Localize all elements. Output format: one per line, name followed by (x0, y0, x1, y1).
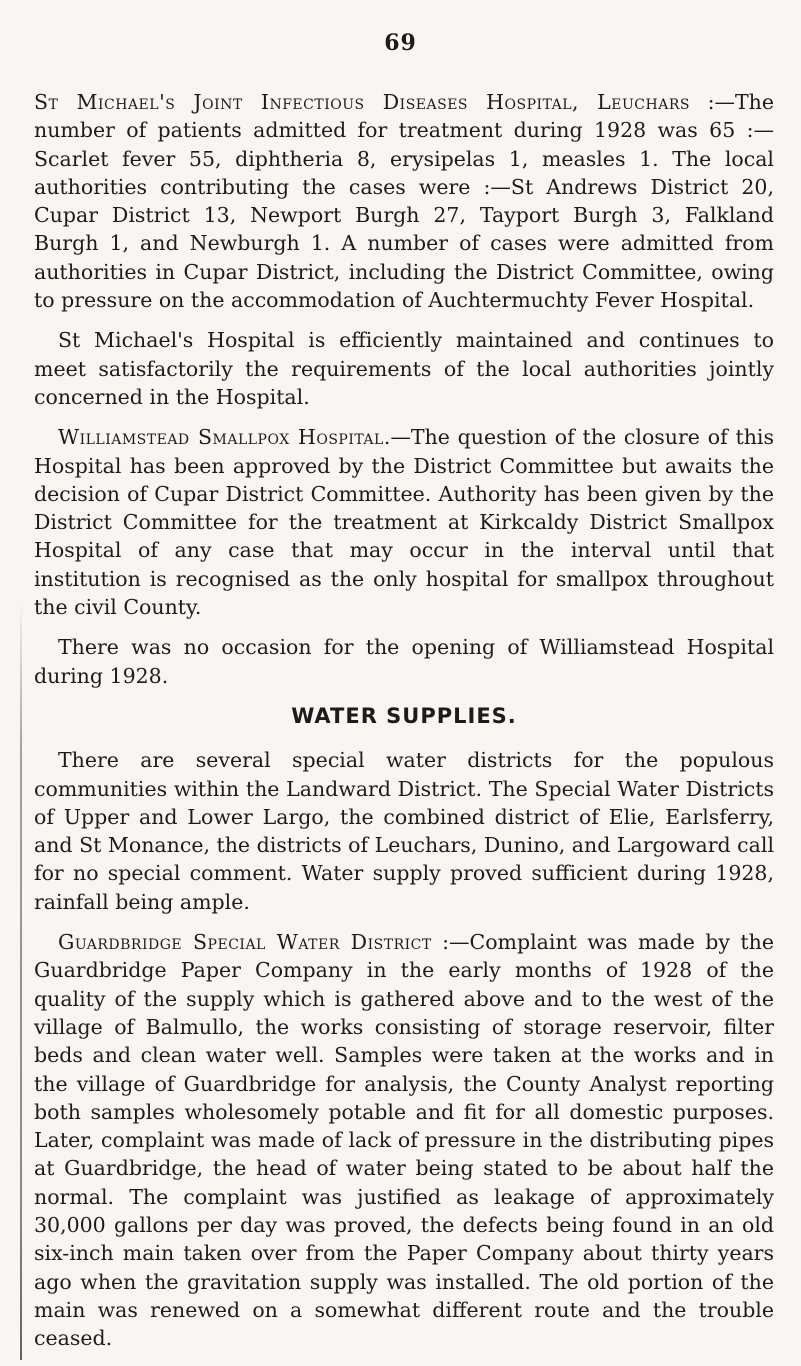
water-supplies-heading: WATER SUPPLIES. (291, 703, 517, 728)
williamstead-text: .—The question of the closure of this Hospital has been approved by the District Committee but awaits the decision of Cupar District Committee. Authority has been given by the District Committee for the treatment at Kirkcaldy District Smallpox Hospital of any case that may occur in the interval until that institution is recognised as the only hospital for smallpox throughout the civil County. (34, 425, 774, 620)
guardbridge-paragraph (34, 928, 774, 1352)
guardbridge-text: :—Complaint was made by the Guardbridge Paper Company in the early months of 1928 of the quality of the supply which is gathered above and to the west of the village of Balmullo, the works consisting of storage reservoir, filter beds and clean water well. Samples were taken at the works and in the village of Guardbridge for analysis, the County Analyst reporting both samples wholesomely potable and fit for all domestic purposes. Later, complaint was made of lack of pressure in the distributing pipes at Guardbridge, the head of water being stated to be about half the normal. The complaint was justified as leakage of approximately 30,000 gallons per day was proved, the defects being found in an old six-inch main taken over from the Paper Company about thirty years ago when the gravitation supply was installed. The old portion of the main was renewed on a somewhat different route and the trouble ceased. (34, 930, 774, 1351)
st-michaels-title: St Michael's Joint Infectious Diseases Hospital, Leuchars (34, 90, 690, 114)
williamstead-paragraph (34, 423, 774, 621)
st-michaels-paragraph-2: St Michael's Hospital is efficiently maintained and continues to meet satisfactorily the requirements of the local authorities jointly concerned in the Hospital. (34, 328, 774, 409)
williamstead-title: Williamstead Smallpox Hospital (58, 425, 384, 450)
page-number: 69 (384, 30, 417, 56)
st-michaels-text: :—The number of patients admitted for treatment during 1928 was 65 :—Scarlet fever 55, diphtheria 8, erysipelas 1, measles 1. The local authorities contributing the cases were :—St Andrews District 20, Cupar District 13, Newport Burgh 27, Tayport Burgh 3, Falkland Burgh 1, and Newburgh 1. A number of cases were admitted from authorities in Cupar District, including the District Committee, owing to pressure on the accommodation of Auchtermuchty Fever Hospital. (34, 90, 774, 313)
water-supplies-paragraph: There are several special water districts for the populous communities within the Landward District. The Special Water Districts of Upper and Lower Largo, the combined district of Elie, Earlsferry, and St Monance, the districts of Leuchars, Dunino, and Largoward call for no special comment. Water supply proved sufficient during 1928, rainfall being ample. (34, 748, 774, 914)
guardbridge-title: Guardbridge Special Water District (58, 930, 432, 955)
st-michaels-paragraph (34, 88, 774, 314)
williamstead-paragraph-2: There was no occasion for the opening of Williamstead Hospital during 1928. (34, 635, 774, 688)
document-body (34, 88, 774, 1364)
binding-shadow (20, 600, 22, 1360)
